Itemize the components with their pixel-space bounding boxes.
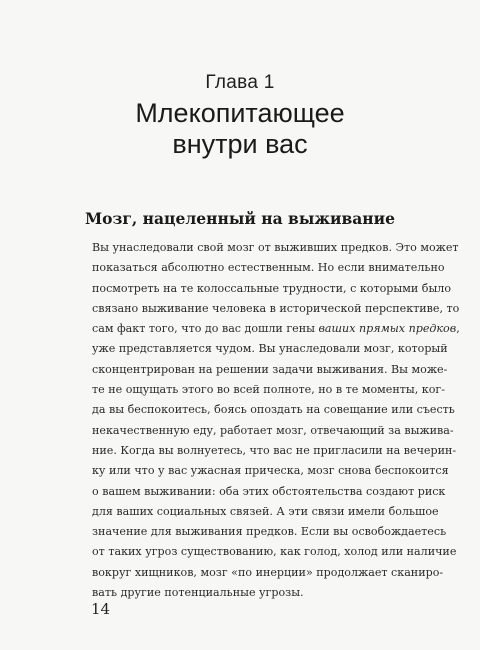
body-line: о вашем выживании: оба этих обстоятельства создают риск — [92, 484, 446, 498]
body-line: ку или что у вас ужасная прическа, мозг снова беспокоится — [92, 464, 449, 478]
body-line: связано выживание человека в исторической перспективе, то — [92, 301, 460, 315]
section-heading: Мозг, нацеленный на выживание — [84, 209, 396, 228]
body-line: да вы беспокоитесь, боясь опоздать на совещание или съесть — [92, 403, 455, 417]
chapter-label: Глава 1 — [205, 72, 275, 93]
body-line: ние. Когда вы волнуетесь, что вас не пригласили на вечерин- — [92, 443, 457, 457]
body-line — [92, 319, 460, 339]
body-line-text: , — [456, 322, 460, 336]
body-line: сконцентрирован на решении задачи выживания. Вы може- — [92, 362, 448, 376]
body-line: от таких угроз существованию, как голод, холод или наличие — [92, 545, 457, 559]
body-line: некачественную еду, работает мозг, отвечающий за выжива- — [92, 423, 454, 437]
body-line: те не ощущать этого во всей полноте, но в те моменты, ког- — [92, 383, 445, 397]
chapter-title-line: внутри вас — [172, 129, 308, 159]
body-line: вать другие потенциальные угрозы. — [92, 586, 304, 600]
body-line: вокруг хищников, мозг «по инерции» продолжает сканиро- — [92, 565, 444, 579]
body-line: для ваших социальных связей. А эти связи имели большое — [92, 504, 439, 518]
body-line: значение для выживания предков. Если вы освобождаетесь — [92, 525, 447, 539]
body-paragraph — [92, 238, 460, 603]
body-line: уже представляется чудом. Вы унаследовали мозг, который — [92, 342, 448, 356]
body-line: посмотреть на те колоссальные трудности, с которыми было — [92, 281, 451, 295]
body-line: показаться абсолютно естественным. Но если внимательно — [92, 261, 445, 275]
page-number: 14 — [91, 600, 111, 618]
body-line-text: сам факт того, что до вас дошли гены — [92, 322, 319, 336]
body-line: Вы унаследовали свой мозг от выживших предков. Это может — [92, 241, 459, 254]
chapter-title — [0, 98, 480, 160]
chapter-title-line: Млекопитающее — [135, 98, 345, 128]
emphasis-text: ваших прямых предков — [318, 322, 457, 336]
